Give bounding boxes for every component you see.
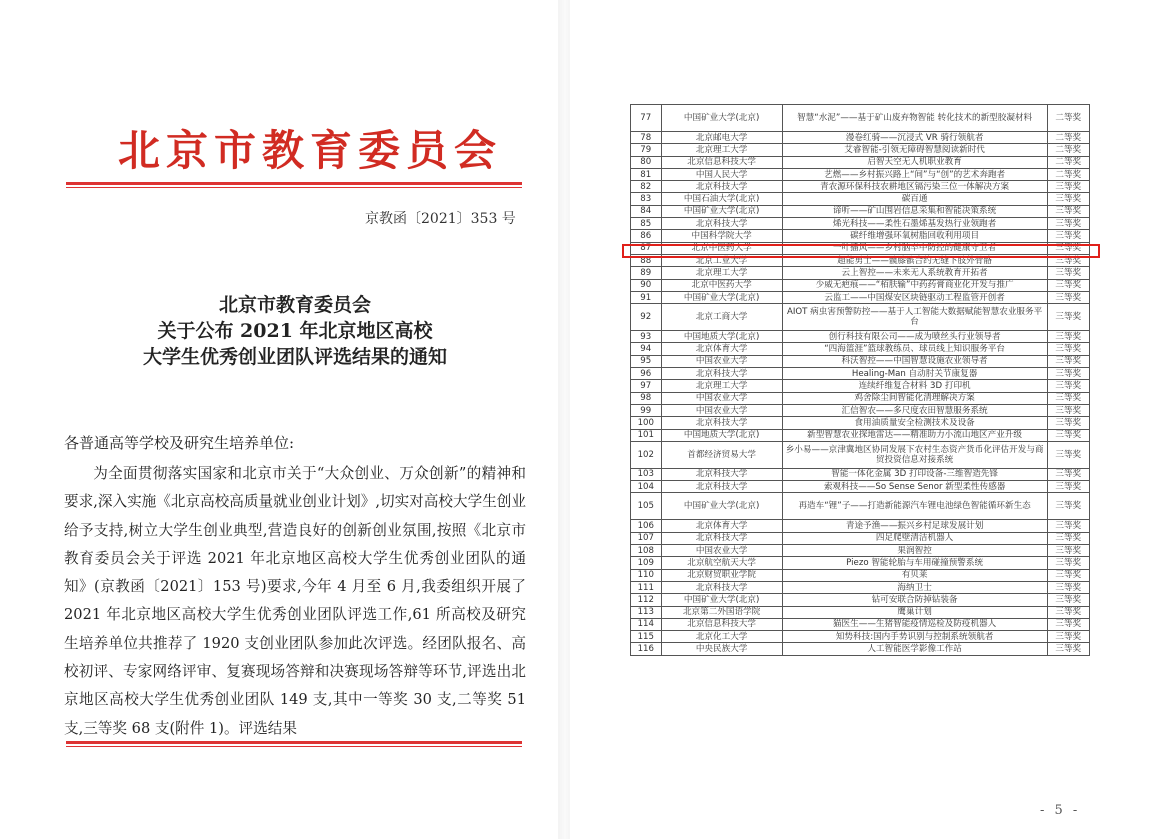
award-cell: 三等奖 — [1047, 343, 1089, 355]
award-cell: 三等奖 — [1047, 404, 1089, 416]
university-cell: 北京科技大学 — [661, 581, 782, 593]
award-cell: 三等奖 — [1047, 205, 1089, 217]
university-cell: 北京理工大学 — [661, 380, 782, 392]
row-number: 89 — [631, 267, 662, 279]
row-number: 113 — [631, 606, 662, 618]
table-row — [631, 168, 1090, 180]
award-cell: 三等奖 — [1047, 254, 1089, 266]
row-number: 110 — [631, 569, 662, 581]
project-cell: 四足爬壁清洁机器人 — [782, 532, 1047, 544]
award-cell: 三等奖 — [1047, 631, 1089, 643]
table-row — [631, 193, 1090, 205]
award-cell: 二等奖 — [1047, 156, 1089, 168]
notice-heading-line-1: 北京市教育委员会 — [218, 294, 371, 316]
row-number: 92 — [631, 304, 662, 331]
table-row — [631, 230, 1090, 242]
award-cell: 三等奖 — [1047, 380, 1089, 392]
award-cell: 三等奖 — [1047, 532, 1089, 544]
row-number: 86 — [631, 230, 662, 242]
university-cell: 北京理工大学 — [661, 144, 782, 156]
table-row — [631, 392, 1090, 404]
project-cell: 碳百通 — [782, 193, 1047, 205]
notice-heading-line-2: 关于公布 2021 年北京地区高校 — [157, 320, 433, 342]
table-row — [631, 417, 1090, 429]
red-divider-bottom — [66, 741, 522, 744]
table-row — [631, 105, 1090, 132]
award-cell: 三等奖 — [1047, 581, 1089, 593]
award-cell: 三等奖 — [1047, 441, 1089, 468]
award-cell: 三等奖 — [1047, 331, 1089, 343]
university-cell: 北京科技大学 — [661, 417, 782, 429]
university-cell: 中国农业大学 — [661, 545, 782, 557]
university-cell: 北京中医药大学 — [661, 279, 782, 291]
table-row — [631, 156, 1090, 168]
table-row — [631, 532, 1090, 544]
university-cell: 中国矿业大学(北京) — [661, 205, 782, 217]
university-cell: 北京财贸职业学院 — [661, 569, 782, 581]
project-cell: 烯光科技——柔性石墨烯基发热行业领跑者 — [782, 218, 1047, 230]
award-cell: 二等奖 — [1047, 132, 1089, 144]
project-cell: AIOT 病虫害预警防控——基于人工智能大数据赋能智慧农业服务平台 — [782, 304, 1047, 331]
row-number: 98 — [631, 392, 662, 404]
table-row — [631, 468, 1090, 480]
table-row — [631, 643, 1090, 655]
university-cell: 中国矿业大学(北京) — [661, 493, 782, 520]
project-cell: 猫医生——生猪智能疫情巡检及防疫机器人 — [782, 618, 1047, 630]
award-cell: 三等奖 — [1047, 643, 1089, 655]
row-number: 90 — [631, 279, 662, 291]
project-cell: 钻可安联合防掉钻装备 — [782, 594, 1047, 606]
university-cell: 中国农业大学 — [661, 404, 782, 416]
project-cell: 一叶播风——乡村脑卒中防控的健康守卫者 — [782, 242, 1047, 254]
table-row — [631, 343, 1090, 355]
row-number: 106 — [631, 520, 662, 532]
table-row — [631, 279, 1090, 291]
award-table — [630, 104, 1090, 656]
table-row — [631, 132, 1090, 144]
award-cell: 三等奖 — [1047, 594, 1089, 606]
award-cell: 三等奖 — [1047, 230, 1089, 242]
university-cell: 北京科技大学 — [661, 368, 782, 380]
row-number: 102 — [631, 441, 662, 468]
table-row — [631, 631, 1090, 643]
award-cell: 三等奖 — [1047, 468, 1089, 480]
university-cell: 中国矿业大学(北京) — [661, 594, 782, 606]
row-number: 115 — [631, 631, 662, 643]
table-row — [631, 380, 1090, 392]
row-number: 77 — [631, 105, 662, 132]
project-cell: 海纳卫士 — [782, 581, 1047, 593]
award-cell: 二等奖 — [1047, 144, 1089, 156]
award-cell: 三等奖 — [1047, 569, 1089, 581]
university-cell: 北京航空航天大学 — [661, 557, 782, 569]
row-number: 111 — [631, 581, 662, 593]
table-row — [631, 545, 1090, 557]
project-cell: 新型智慧农业探地雷达——精准助力小流山地区产业升级 — [782, 429, 1047, 441]
table-row — [631, 368, 1090, 380]
row-number: 104 — [631, 481, 662, 493]
table-row — [631, 181, 1090, 193]
red-divider-bottom-thin — [66, 746, 522, 747]
project-cell: 知势科技:国内手势识别与控制系统领航者 — [782, 631, 1047, 643]
row-number: 112 — [631, 594, 662, 606]
project-cell: 鸡舍除尘间智能化清理解决方案 — [782, 392, 1047, 404]
project-cell: 智能一体化金属 3D 打印设备-三维智造先锋 — [782, 468, 1047, 480]
row-number: 87 — [631, 242, 662, 254]
university-cell: 北京中医药大学 — [661, 242, 782, 254]
award-cell: 三等奖 — [1047, 545, 1089, 557]
project-cell: 超能勇士——髋膝髌合约无缝下肢外骨骼 — [782, 254, 1047, 266]
row-number: 116 — [631, 643, 662, 655]
red-divider-top-thin — [66, 187, 522, 188]
row-number: 99 — [631, 404, 662, 416]
university-cell: 中国科学院大学 — [661, 230, 782, 242]
award-cell: 二等奖 — [1047, 105, 1089, 132]
notice-body: 为全面贯彻落实国家和北京市关于“大众创业、万众创新”的精神和要求,深入实施《北京高校高质量就业创业计划》,切实对高校大学生创业给予支持,树立大学生创业典型,营造良好的创新创业氛围,按照《北京市教育委员会关于评选 2021 年北京地区高校大学生优秀创业团队的通知》(京教函〔2021〕153 号)要求,今年 4 月至 6 月,我委组织开展了 2021 年北京地区高校大学生优秀创业团队评选工作,61 所高校及研究生培养单位共推荐了 1920 支创业团队参加此次评选。经团队报名、高校初评、专家网络评审、复赛现场答辩和决赛现场答辩等环节,评选出北京地区高校大学生优秀创业团队 149 支,其中一等奖 30 支,二等奖 51 支,三等奖 68 支(附件 1)。评选结果 — [64, 465, 526, 737]
row-number: 96 — [631, 368, 662, 380]
award-table-container — [630, 104, 1090, 656]
award-table-body — [631, 105, 1090, 656]
award-cell: 三等奖 — [1047, 368, 1089, 380]
project-cell: 鹰巢计划 — [782, 606, 1047, 618]
project-cell: “四海篮涯”篮球教练员、球员线上知识服务平台 — [782, 343, 1047, 355]
university-cell: 北京体育大学 — [661, 520, 782, 532]
project-cell: 创行科技有限公司——成为喷丝头行业领导者 — [782, 331, 1047, 343]
project-cell: 人工智能医学影像工作站 — [782, 643, 1047, 655]
table-row — [631, 291, 1090, 303]
table-row — [631, 441, 1090, 468]
row-number: 101 — [631, 429, 662, 441]
university-cell: 中国矿业大学(北京) — [661, 105, 782, 132]
project-cell: 索观科技——So Sense Senor 新型柔性传感器 — [782, 481, 1047, 493]
project-cell: 食用油质量安全检测技术及设备 — [782, 417, 1047, 429]
award-cell: 三等奖 — [1047, 181, 1089, 193]
project-cell: 科沃智控——中国智慧设施农业领导者 — [782, 355, 1047, 367]
table-row — [631, 569, 1090, 581]
award-cell: 三等奖 — [1047, 618, 1089, 630]
project-cell: 启智天空无人机职业教育 — [782, 156, 1047, 168]
document-number: 京教函〔2021〕353 号 — [365, 211, 516, 227]
award-cell: 三等奖 — [1047, 429, 1089, 441]
table-row — [631, 205, 1090, 217]
project-cell: 艾睿智能-引领无障碍智慧阅读新时代 — [782, 144, 1047, 156]
table-row — [631, 618, 1090, 630]
row-number: 107 — [631, 532, 662, 544]
project-cell: Healing-Man 自动肘关节康复器 — [782, 368, 1047, 380]
project-cell: 艺燃——乡村振兴路上“间”与“创”的艺术奔跑者 — [782, 168, 1047, 180]
university-cell: 中国地质大学(北京) — [661, 429, 782, 441]
award-cell: 三等奖 — [1047, 606, 1089, 618]
row-number: 100 — [631, 417, 662, 429]
university-cell: 北京邮电大学 — [661, 132, 782, 144]
university-cell: 北京科技大学 — [661, 181, 782, 193]
table-row — [631, 493, 1090, 520]
table-row — [631, 267, 1090, 279]
university-cell: 中央民族大学 — [661, 643, 782, 655]
table-row — [631, 429, 1090, 441]
row-number: 80 — [631, 156, 662, 168]
project-cell: 少威无疤痕——“栢肤输”中药药膏商业化开发与推广 — [782, 279, 1047, 291]
project-cell: 再造车“锂”子——打造新能源汽车锂电池绿色智能循环新生态 — [782, 493, 1047, 520]
table-row — [631, 404, 1090, 416]
row-number: 82 — [631, 181, 662, 193]
row-number: 97 — [631, 380, 662, 392]
table-row — [631, 557, 1090, 569]
award-cell: 三等奖 — [1047, 520, 1089, 532]
university-cell: 北京第二外国语学院 — [661, 606, 782, 618]
red-divider-top — [66, 182, 522, 185]
table-row — [631, 331, 1090, 343]
project-cell: 青农源环保科技农耕地区镉污染三位一体解决方案 — [782, 181, 1047, 193]
award-cell: 三等奖 — [1047, 218, 1089, 230]
university-cell: 中国农业大学 — [661, 392, 782, 404]
table-row — [631, 355, 1090, 367]
project-cell: 青途予渔——振兴乡村足球发展计划 — [782, 520, 1047, 532]
table-row — [631, 606, 1090, 618]
notice-heading-line-3: 大学生优秀创业团队评选结果的通知 — [142, 346, 447, 368]
university-cell: 中国矿业大学(北京) — [661, 291, 782, 303]
university-cell: 北京科技大学 — [661, 468, 782, 480]
row-number: 78 — [631, 132, 662, 144]
org-title: 北京市教育委员会 — [118, 126, 503, 175]
university-cell: 中国石油大学(北京) — [661, 193, 782, 205]
table-row — [631, 481, 1090, 493]
row-number: 83 — [631, 193, 662, 205]
table-row — [631, 218, 1090, 230]
project-cell: 云监工——中国煤安区块链驱动工程监管开创者 — [782, 291, 1047, 303]
university-cell: 北京信息科技大学 — [661, 156, 782, 168]
row-number: 108 — [631, 545, 662, 557]
row-number: 94 — [631, 343, 662, 355]
table-row — [631, 144, 1090, 156]
table-row — [631, 520, 1090, 532]
row-number: 79 — [631, 144, 662, 156]
salutation: 各普通高等学校及研究生培养单位: — [64, 434, 295, 452]
university-cell: 北京信息科技大学 — [661, 618, 782, 630]
row-number: 88 — [631, 254, 662, 266]
row-number: 95 — [631, 355, 662, 367]
award-cell: 三等奖 — [1047, 242, 1089, 254]
award-cell: 三等奖 — [1047, 493, 1089, 520]
row-number: 91 — [631, 291, 662, 303]
award-cell: 三等奖 — [1047, 557, 1089, 569]
project-cell: 碳纤维增强环氧树脂回收利用项目 — [782, 230, 1047, 242]
table-row — [631, 581, 1090, 593]
award-cell: 三等奖 — [1047, 193, 1089, 205]
project-cell: 连续纤维复合材料 3D 打印机 — [782, 380, 1047, 392]
project-cell: 有贝莱 — [782, 569, 1047, 581]
university-cell: 北京科技大学 — [661, 481, 782, 493]
project-cell: 智慧“水泥”——基于矿山废弃物智能 转化技术的新型胶凝材料 — [782, 105, 1047, 132]
university-cell: 北京工业大学 — [661, 254, 782, 266]
award-cell: 三等奖 — [1047, 392, 1089, 404]
row-number: 84 — [631, 205, 662, 217]
row-number: 114 — [631, 618, 662, 630]
award-cell: 三等奖 — [1047, 481, 1089, 493]
university-cell: 北京体育大学 — [661, 343, 782, 355]
award-cell: 三等奖 — [1047, 291, 1089, 303]
highlight-box — [622, 244, 1100, 258]
project-cell: 云上智控——未来无人系统教育开拓者 — [782, 267, 1047, 279]
university-cell: 北京科技大学 — [661, 218, 782, 230]
row-number: 105 — [631, 493, 662, 520]
university-cell: 北京化工大学 — [661, 631, 782, 643]
page-number: - 5 - — [1040, 803, 1081, 818]
award-cell: 三等奖 — [1047, 279, 1089, 291]
project-cell: 果润智控 — [782, 545, 1047, 557]
university-cell: 中国地质大学(北京) — [661, 331, 782, 343]
award-cell: 三等奖 — [1047, 417, 1089, 429]
project-cell: 谛听——矿山围岩信息采集和智能决策系统 — [782, 205, 1047, 217]
row-number: 103 — [631, 468, 662, 480]
table-row — [631, 304, 1090, 331]
university-cell: 首都经济贸易大学 — [661, 441, 782, 468]
project-cell: 汇信智农——多尺度农田智慧服务系统 — [782, 404, 1047, 416]
award-cell: 三等奖 — [1047, 267, 1089, 279]
row-number: 85 — [631, 218, 662, 230]
university-cell: 中国农业大学 — [661, 355, 782, 367]
row-number: 109 — [631, 557, 662, 569]
row-number: 81 — [631, 168, 662, 180]
row-number: 93 — [631, 331, 662, 343]
university-cell: 北京科技大学 — [661, 532, 782, 544]
project-cell: Piezo 智能轮胎与车用碰撞预警系统 — [782, 557, 1047, 569]
award-cell: 三等奖 — [1047, 304, 1089, 331]
university-cell: 中国人民大学 — [661, 168, 782, 180]
award-cell: 三等奖 — [1047, 355, 1089, 367]
award-cell: 二等奖 — [1047, 168, 1089, 180]
university-cell: 北京工商大学 — [661, 304, 782, 331]
project-cell: 漫卷红骑——沉浸式 VR 骑行领航者 — [782, 132, 1047, 144]
project-cell: 乡小易——京津冀地区协同发展下农村生态资产货币化评估开发与商贸投资信息对接系统 — [782, 441, 1047, 468]
table-row — [631, 594, 1090, 606]
university-cell: 北京理工大学 — [661, 267, 782, 279]
